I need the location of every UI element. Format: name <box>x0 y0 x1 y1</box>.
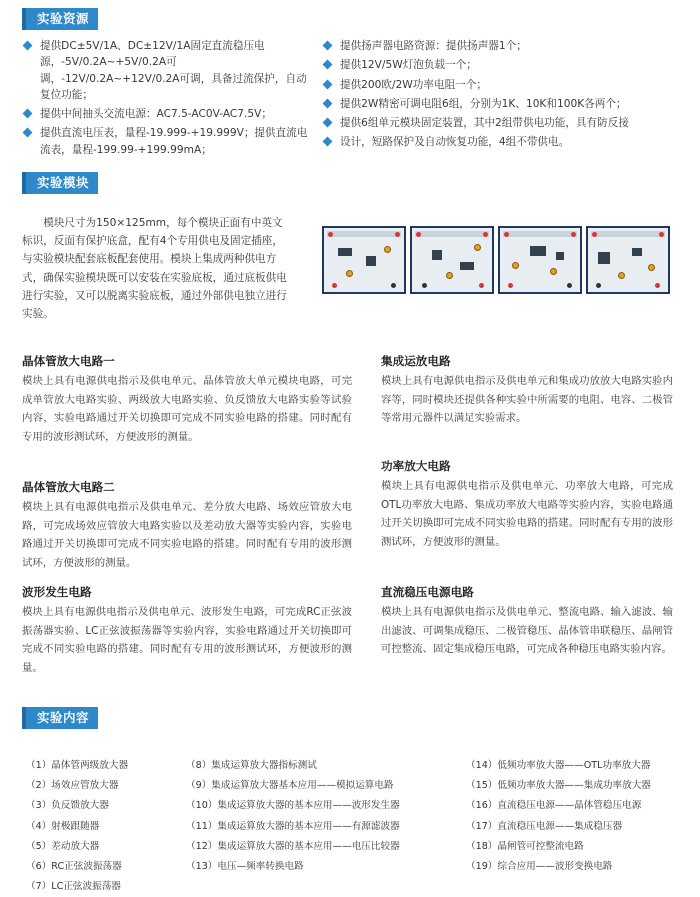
list-item: （3）负反馈放大器 <box>26 800 109 812</box>
list-item: 设计，短路保护及自动恢复功能，4组不带供电。 <box>322 134 674 150</box>
module-board-image <box>498 226 582 294</box>
module-block <box>22 584 352 677</box>
module-board-image <box>410 226 494 294</box>
diamond-bullet-icon <box>23 41 33 51</box>
module-text: 模块上具有电源供电指示及供电单元、功率放大电路，可完成OTL功率放大电路、集成功率放大电路等实验内容，实验电路通过开关切换即可完成不同实验电路的搭建。同时配有专用的波形测试环，方便波形的测量。 <box>381 480 673 548</box>
diamond-bullet-icon <box>323 137 333 147</box>
list-item: （11）集成运算放大器的基本应用——有源滤波器 <box>186 820 400 832</box>
list-item: （4）射极跟随器 <box>26 820 100 832</box>
list-item: 提供中间抽头交流电源：AC7.5-AC0V-AC7.5V； <box>22 106 312 122</box>
list-item: （15）低频功率放大器——集成功率放大器 <box>466 780 651 792</box>
module-title: 集成运放电路 <box>381 354 451 368</box>
list-item: （1）晶体管两级放大器 <box>26 760 129 771</box>
module-block <box>22 353 352 446</box>
diamond-bullet-icon <box>23 109 33 119</box>
diamond-bullet-icon <box>23 128 33 138</box>
module-block <box>381 584 673 659</box>
section-tag-contents: 实验内容 <box>26 707 98 729</box>
contents-col-2 <box>186 756 466 877</box>
list-item: 提供200欧/2W功率电阻一个； <box>322 77 674 93</box>
diamond-bullet-icon <box>323 118 333 128</box>
list-item: 提供DC±5V/1A、DC±12V/1A固定直流稳压电源，-5V/0.2A~+5V/0.2A可调，-12V/0.2A~+12V/0.2A可调，具备过流保护，自动复位功能； <box>22 38 312 103</box>
module-title: 晶体管放大电路二 <box>22 480 115 494</box>
list-item: （7）LC正弦波振荡器 <box>26 881 121 893</box>
list-item: （8）集成运算放大器指标测试 <box>186 760 317 771</box>
list-item: （12）集成运算放大器的基本应用——电压比较器 <box>186 840 400 852</box>
list-item: （18）晶闸管可控整流电路 <box>466 840 584 852</box>
list-item: （10）集成运算放大器的基本应用——波形发生器 <box>186 800 400 812</box>
list-item: 提供扬声器电路资源：提供扬声器1个； <box>322 38 674 54</box>
list-item: （14）低频功率放大器——OTL功率放大器 <box>466 760 651 771</box>
module-text: 模块上具有电源供电指示及供电单元、晶体管放大单元模块电路，可完成单管放大电路实验、两级放大电路实验、负反馈放大电路实验等试验内容，实验电路通过开关切换即可完成不同实验电路的搭建。同时配有专用的波形测试环，方便波形的测量。 <box>22 375 352 443</box>
diamond-bullet-icon <box>323 98 333 108</box>
list-item: （2）场效应管放大器 <box>26 780 119 792</box>
modules-intro: 模块尺寸为150×125mm，每个模块正面有中英文标识，反面有保护底盒，配有4个专用供电及固定插座，与实验模块配套底板配套使用。模块上集成两种供电方式，确保实验模块既可以安装在实验底板，通过底板供电进行实验，又可以脱离实验底板，通过外部供电独立进行实验。 <box>22 217 287 321</box>
list-item: （17）直流稳压电源——集成稳压器 <box>466 820 623 832</box>
section-tag-modules: 实验模块 <box>26 172 98 194</box>
diamond-bullet-icon <box>323 60 333 70</box>
module-text: 模块上具有电源供电指示及供电单元和集成功放放大电路实验内容等，同时模块还提供各种实验中所需要的电阻、电容、二极管等常用元器件以满足实验需求。 <box>381 375 673 425</box>
list-item: 提供2W精密可调电阻6组，分别为1K、10K和100K各两个； <box>322 96 674 112</box>
list-item: （5）差动放大器 <box>26 840 100 852</box>
contents-col-1 <box>26 756 186 897</box>
module-title: 直流稳压电源电路 <box>381 585 474 599</box>
resources-left-list <box>22 38 312 161</box>
module-title: 波形发生电路 <box>22 585 92 599</box>
module-board-image <box>322 226 406 294</box>
module-text: 模块上具有电源供电指示及供电单元、波形发生电路，可完成RC正弦波振荡器实验、LC正弦波振荡器等实验内容，实验电路通过开关切换即可完成不同实验电路的搭建。同时配有专用的波形测试环，方便波形的测量。 <box>22 606 352 674</box>
list-item: 提供12V/5W灯泡负载一个； <box>322 57 674 73</box>
list-item: （9）集成运算放大器基本应用——模拟运算电路 <box>186 780 394 792</box>
module-board-image <box>586 226 670 294</box>
list-item: 提供6组单元模块固定装置，其中2组带供电功能，具有防反接 <box>322 115 674 131</box>
contents-col-3 <box>466 756 696 877</box>
list-item: 提供直流电压表，量程-19.999-+19.999V；提供直流电流表，量程-199.99-+199.99mA； <box>22 125 312 158</box>
module-title: 晶体管放大电路一 <box>22 354 115 368</box>
list-item: （16）直流稳压电源——晶体管稳压电源 <box>466 800 642 812</box>
list-item: （6）RC正弦波振荡器 <box>26 861 122 873</box>
list-item: （13）电压—频率转换电路 <box>186 861 304 873</box>
section-tag-resources: 实验资源 <box>26 8 98 30</box>
module-block <box>22 479 352 572</box>
module-text: 模块上具有电源供电指示及供电单元、整流电路、输入滤波、输出滤波、可调集成稳压、二极管稳压、晶体管串联稳压、晶闸管可控整流、固定集成稳压电路，可完成各种稳压电路实验内容。 <box>381 606 673 656</box>
module-text: 模块上具有电源供电指示及供电单元、差分放大电路、场效应管放大电路，可完成场效应管放大电路实验以及差动放大器等实验内容，实验电路通过开关切换即可完成不同实验电路的搭建。同时配有专用的波形测试环，方便波形的测量。 <box>22 501 352 569</box>
module-block <box>381 458 673 551</box>
module-block <box>381 353 673 428</box>
diamond-bullet-icon <box>323 79 333 89</box>
resources-right-list <box>322 38 674 154</box>
list-item: （19）综合应用——波形变换电路 <box>466 861 613 873</box>
diamond-bullet-icon <box>323 41 333 51</box>
module-photos <box>322 226 670 294</box>
module-title: 功率放大电路 <box>381 459 451 473</box>
